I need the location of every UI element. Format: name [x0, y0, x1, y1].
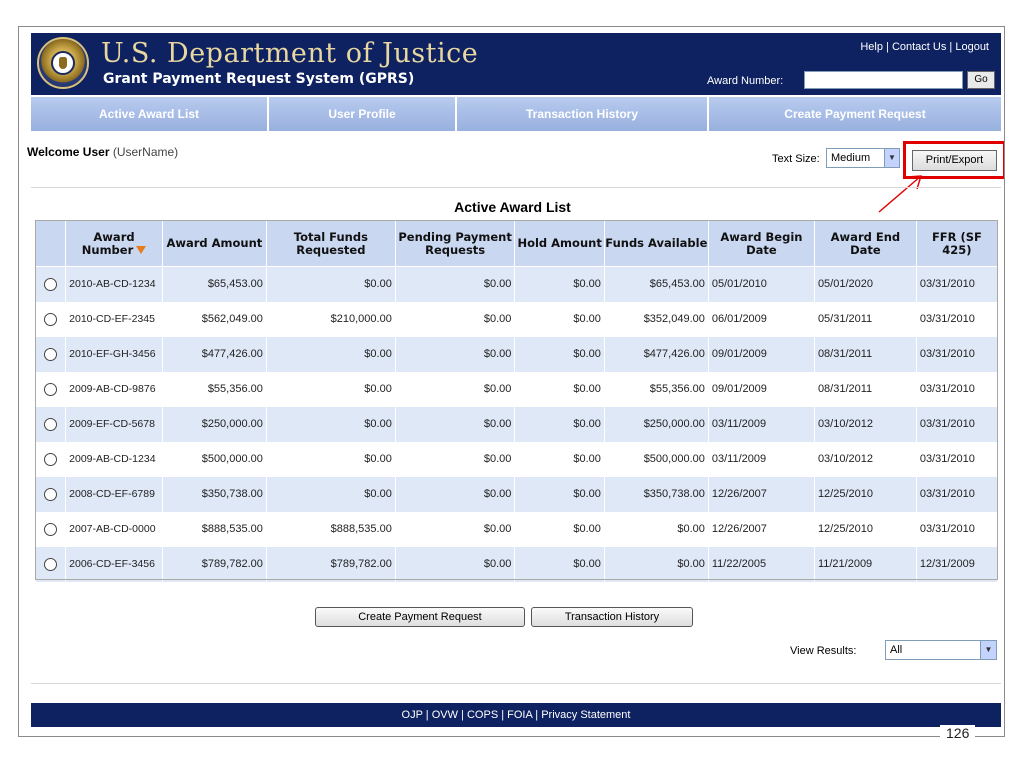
view-results-select[interactable]: [885, 640, 997, 660]
row-select-radio[interactable]: [44, 383, 57, 396]
header-hold-amount: Hold Amount: [515, 221, 604, 267]
header-award-begin-date: Award Begin Date: [708, 221, 814, 267]
award-amount-cell: $562,049.00: [162, 302, 266, 337]
header-pending-payment-requests: Pending Payment Requests: [395, 221, 515, 267]
award-number-cell: 2009-EF-CD-5678: [66, 407, 163, 442]
row-select-radio[interactable]: [44, 488, 57, 501]
funds-available-cell: $250,000.00: [604, 407, 708, 442]
table-row[interactable]: [36, 267, 998, 302]
award-number-cell: 2010-AB-CD-1234: [66, 267, 163, 302]
view-results-label: View Results:: [790, 645, 857, 657]
pending-payment-cell: $0.00: [395, 337, 515, 372]
footer-link-foia[interactable]: FOIA: [507, 709, 533, 721]
hold-amount-cell: $0.00: [515, 337, 604, 372]
table-row[interactable]: [36, 512, 998, 547]
ffr-cell: 03/31/2010: [916, 477, 997, 512]
pending-payment-cell: $0.00: [395, 512, 515, 547]
ffr-cell: 03/31/2010: [916, 302, 997, 337]
tab-user-profile[interactable]: User Profile: [269, 97, 457, 131]
award-number-cell: 2009-AB-CD-9876: [66, 372, 163, 407]
award-begin-date-cell: 03/11/2009: [708, 442, 814, 477]
tab-active-award-list[interactable]: Active Award List: [31, 97, 269, 131]
funds-available-cell: $477,426.00: [604, 337, 708, 372]
welcome-username: (UserName): [112, 145, 179, 159]
chevron-down-icon: ▼: [980, 641, 996, 659]
total-funds-requested-cell: $0.00: [266, 267, 395, 302]
table-row[interactable]: [36, 302, 998, 337]
award-amount-cell: $789,782.00: [162, 547, 266, 582]
funds-available-cell: $55,356.00: [604, 372, 708, 407]
total-funds-requested-cell: $0.00: [266, 407, 395, 442]
pending-payment-cell: $0.00: [395, 547, 515, 582]
pending-payment-cell: $0.00: [395, 477, 515, 512]
row-select-radio[interactable]: [44, 313, 57, 326]
main-tabs: [31, 97, 1001, 131]
ffr-cell: 03/31/2010: [916, 267, 997, 302]
view-results-value: All: [890, 644, 903, 656]
row-select-cell: [36, 337, 66, 372]
funds-available-cell: $500,000.00: [604, 442, 708, 477]
header-ffr: FFR (SF 425): [916, 221, 997, 267]
row-select-radio[interactable]: [44, 418, 57, 431]
award-end-date-cell: 05/01/2020: [814, 267, 916, 302]
total-funds-requested-cell: $210,000.00: [266, 302, 395, 337]
pending-payment-cell: $0.00: [395, 407, 515, 442]
hold-amount-cell: $0.00: [515, 442, 604, 477]
award-amount-cell: $350,738.00: [162, 477, 266, 512]
system-title: Grant Payment Request System (GPRS): [103, 71, 415, 87]
footer-link-ojp[interactable]: OJP: [401, 709, 423, 721]
ffr-cell: 12/31/2009: [916, 547, 997, 582]
row-select-radio[interactable]: [44, 558, 57, 571]
total-funds-requested-cell: $888,535.00: [266, 512, 395, 547]
text-size-value: Medium: [831, 152, 871, 164]
hold-amount-cell: $0.00: [515, 477, 604, 512]
award-end-date-cell: 11/21/2009: [814, 547, 916, 582]
award-end-date-cell: 03/10/2012: [814, 442, 916, 477]
hold-amount-cell: $0.00: [515, 372, 604, 407]
help-link[interactable]: Help: [860, 41, 883, 53]
text-size-label: Text Size:: [772, 153, 820, 165]
award-number-cell: 2009-AB-CD-1234: [66, 442, 163, 477]
award-begin-date-cell: 03/11/2009: [708, 407, 814, 442]
header-award-amount: Award Amount: [162, 221, 266, 267]
header-total-funds-requested: Total Funds Requested: [266, 221, 395, 267]
header-funds-available: Funds Available: [604, 221, 708, 267]
award-end-date-cell: 08/31/2011: [814, 372, 916, 407]
hold-amount-cell: $0.00: [515, 267, 604, 302]
row-select-radio[interactable]: [44, 523, 57, 536]
department-title: U.S. Department of Justice: [101, 38, 479, 69]
table-row[interactable]: [36, 442, 998, 477]
transaction-history-button[interactable]: Transaction History: [531, 607, 693, 627]
pending-payment-cell: $0.00: [395, 442, 515, 477]
ffr-cell: 03/31/2010: [916, 407, 997, 442]
award-number-label: Award Number:: [707, 75, 784, 87]
award-begin-date-cell: 05/01/2010: [708, 267, 814, 302]
ffr-cell: 03/31/2010: [916, 442, 997, 477]
ffr-cell: 03/31/2010: [916, 372, 997, 407]
award-number-cell: 2008-CD-EF-6789: [66, 477, 163, 512]
award-number-cell: 2010-CD-EF-2345: [66, 302, 163, 337]
contact-us-link[interactable]: Contact Us: [891, 41, 947, 53]
award-end-date-cell: 08/31/2011: [814, 337, 916, 372]
site-footer: OJP | OVW | COPS | FOIA | Privacy Statement: [31, 703, 1001, 727]
row-select-cell: [36, 477, 66, 512]
award-begin-date-cell: 12/26/2007: [708, 477, 814, 512]
row-select-radio[interactable]: [44, 278, 57, 291]
row-select-cell: [36, 372, 66, 407]
funds-available-cell: $0.00: [604, 512, 708, 547]
hold-amount-cell: $0.00: [515, 407, 604, 442]
row-select-cell: [36, 442, 66, 477]
ffr-cell: 03/31/2010: [916, 337, 997, 372]
funds-available-cell: $350,738.00: [604, 477, 708, 512]
hold-amount-cell: $0.00: [515, 512, 604, 547]
award-begin-date-cell: 11/22/2005: [708, 547, 814, 582]
award-number-input[interactable]: [804, 71, 963, 89]
pending-payment-cell: $0.00: [395, 302, 515, 337]
table-row[interactable]: [36, 372, 998, 407]
site-header: [31, 33, 1001, 95]
total-funds-requested-cell: $0.00: [266, 442, 395, 477]
table-row[interactable]: [36, 337, 998, 372]
award-number-cell: 2006-CD-EF-3456: [66, 547, 163, 582]
award-number-cell: 2007-AB-CD-0000: [66, 512, 163, 547]
page-frame: [18, 26, 1005, 737]
funds-available-cell: $352,049.00: [604, 302, 708, 337]
top-links: Help | Contact Us | Logout: [860, 41, 989, 53]
award-amount-cell: $65,453.00: [162, 267, 266, 302]
row-select-radio[interactable]: [44, 348, 57, 361]
go-button[interactable]: Go: [967, 71, 995, 89]
award-amount-cell: $55,356.00: [162, 372, 266, 407]
row-select-cell: [36, 407, 66, 442]
hold-amount-cell: $0.00: [515, 547, 604, 582]
funds-available-cell: $65,453.00: [604, 267, 708, 302]
pending-payment-cell: $0.00: [395, 372, 515, 407]
header-award-number[interactable]: Award Number: [66, 221, 163, 267]
award-number-cell: 2010-EF-GH-3456: [66, 337, 163, 372]
tab-create-payment-request[interactable]: Create Payment Request: [709, 97, 1001, 131]
pending-payment-cell: $0.00: [395, 267, 515, 302]
chevron-down-icon: ▼: [884, 149, 899, 167]
footer-link-privacy[interactable]: Privacy Statement: [541, 709, 631, 721]
table-row[interactable]: [36, 547, 998, 582]
header-select: [36, 221, 66, 267]
table-row[interactable]: [36, 477, 998, 512]
award-begin-date-cell: 06/01/2009: [708, 302, 814, 337]
award-amount-cell: $250,000.00: [162, 407, 266, 442]
row-select-cell: [36, 547, 66, 582]
active-award-table: [35, 220, 998, 582]
welcome-greeting: Welcome User: [27, 145, 110, 159]
funds-available-cell: $0.00: [604, 547, 708, 582]
total-funds-requested-cell: $789,782.00: [266, 547, 395, 582]
total-funds-requested-cell: $0.00: [266, 477, 395, 512]
create-payment-request-button[interactable]: Create Payment Request: [315, 607, 525, 627]
award-end-date-cell: 12/25/2010: [814, 477, 916, 512]
table-title: Active Award List: [454, 199, 571, 215]
award-end-date-cell: 12/25/2010: [814, 512, 916, 547]
doj-seal-logo: [37, 37, 89, 89]
row-select-radio[interactable]: [44, 453, 57, 466]
divider: [31, 683, 1001, 684]
total-funds-requested-cell: $0.00: [266, 337, 395, 372]
tab-transaction-history[interactable]: Transaction History: [457, 97, 709, 131]
welcome-message: [27, 145, 178, 159]
row-select-cell: [36, 302, 66, 337]
header-award-end-date: Award End Date: [814, 221, 916, 267]
award-begin-date-cell: 09/01/2009: [708, 337, 814, 372]
award-end-date-cell: 03/10/2012: [814, 407, 916, 442]
award-amount-cell: $500,000.00: [162, 442, 266, 477]
print-export-button[interactable]: Print/Export: [912, 150, 997, 171]
hold-amount-cell: $0.00: [515, 302, 604, 337]
page-number: 126: [940, 725, 975, 741]
ffr-cell: 03/31/2010: [916, 512, 997, 547]
text-size-select[interactable]: [826, 148, 900, 168]
sort-desc-icon[interactable]: [136, 246, 146, 254]
row-select-cell: [36, 512, 66, 547]
row-select-cell: [36, 267, 66, 302]
award-amount-cell: $477,426.00: [162, 337, 266, 372]
total-funds-requested-cell: $0.00: [266, 372, 395, 407]
footer-link-ovw[interactable]: OVW: [431, 709, 458, 721]
award-begin-date-cell: 12/26/2007: [708, 512, 814, 547]
award-amount-cell: $888,535.00: [162, 512, 266, 547]
table-header-row: [36, 221, 998, 267]
footer-link-cops[interactable]: COPS: [466, 709, 499, 721]
award-begin-date-cell: 09/01/2009: [708, 372, 814, 407]
award-end-date-cell: 05/31/2011: [814, 302, 916, 337]
divider: [31, 187, 1001, 188]
logout-link[interactable]: Logout: [955, 41, 989, 53]
table-row[interactable]: [36, 407, 998, 442]
